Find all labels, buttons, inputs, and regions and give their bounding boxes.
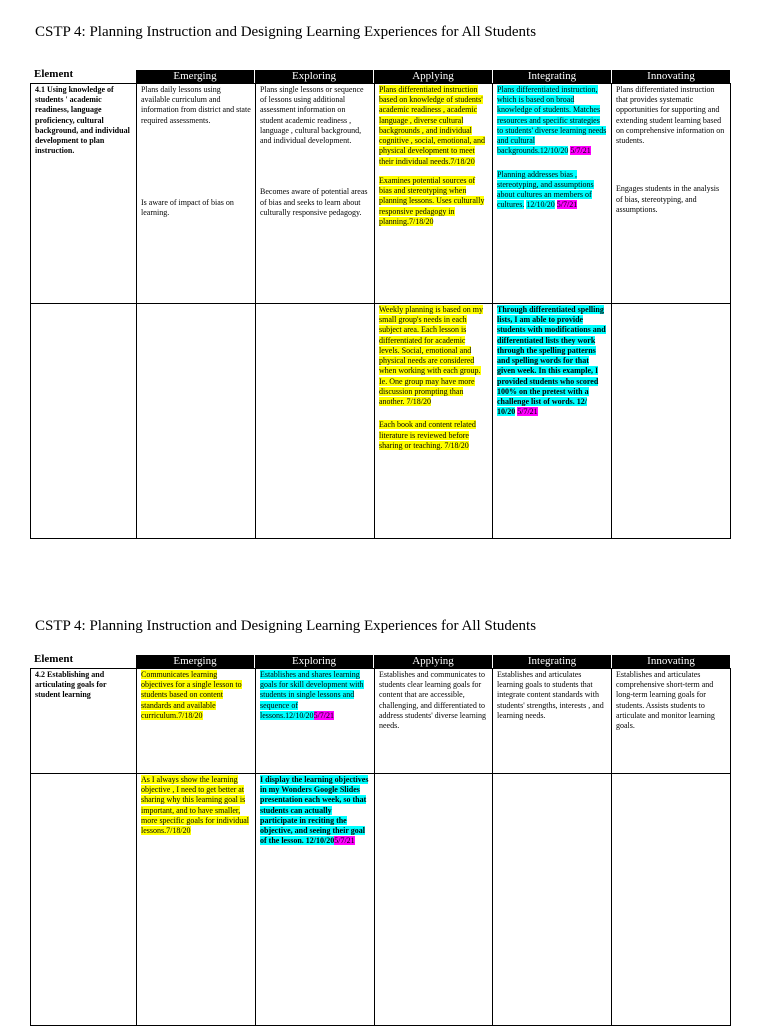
element-cell: 4.2 Establishing and articulating goals for student learning — [31, 669, 137, 774]
level-emerging: Emerging — [173, 70, 217, 82]
element-cell-empty — [31, 774, 137, 1026]
section1-title: CSTP 4: Planning Instruction and Designing Learning Experiences for All Students — [35, 24, 537, 40]
section2-title: CSTP 4: Planning Instruction and Designing Learning Experiences for All Students — [35, 618, 537, 634]
element-header: Element — [34, 653, 74, 665]
evidence-highlight: Planning addresses bias , stereotyping, and assumptions about cultures an members of cultures. — [497, 169, 594, 210]
level-innovating: Innovating — [611, 655, 730, 668]
cell-applying — [375, 84, 493, 304]
element-header: Element — [34, 68, 74, 80]
level-innovating: Innovating — [611, 70, 730, 83]
evidence-highlight: As I always show the learning objective , I need to get better at sharing why this learning goal is important, and to have smaller, more specific goals for individual lessons.7/18/20 — [141, 775, 249, 836]
table-row — [31, 669, 731, 774]
element-cell: 4.1 Using knowledge of students ' academic readiness, language proficiency, cultural background, and individual development to plan instruction. — [31, 84, 137, 304]
level-applying: Applying — [373, 70, 492, 83]
date-highlight: 5/7/21 — [313, 710, 335, 720]
levels-header-bar — [136, 655, 730, 668]
cell-integrating: Establishes and articulates learning goals to students that integrate content standards with students' strengths, interests , and learning needs. — [493, 669, 612, 774]
evidence-highlight: Examines potential sources of bias and stereotyping when planning lessons. Uses culturally responsive pedagogy in planning.7/18/20 — [379, 175, 485, 226]
cell-innovating: Plans differentiated instruction that provides systematic opportunities for supporting and extending student learning based on comprehensive information on students. Engages students in the analysis of bias, stereotyping, and assumptions. — [612, 84, 731, 304]
cell-applying: Establishes and communicates to students clear learning goals for content that are accessible, challenging, and differentiated to address students' diverse learning needs. — [375, 669, 493, 774]
section2-table — [30, 668, 731, 1026]
cell-integrating — [493, 84, 612, 304]
date-highlight: 5/7/21 — [334, 836, 355, 846]
cell-exploring — [256, 304, 375, 539]
evidence-highlight: Establishes and shares learning goals for skill development with students in single lessons and sequence of lessons.12/10/20 — [260, 670, 364, 720]
cell-applying — [375, 304, 493, 539]
section2-header — [30, 653, 730, 668]
section1-header — [30, 68, 730, 83]
date-highlight: 5/7/21 — [570, 146, 591, 156]
level-applying: Applying — [373, 655, 492, 668]
table-row — [31, 84, 731, 304]
date-highlight: 12/10/20 — [526, 200, 555, 210]
table-row — [31, 774, 731, 1026]
cell-exploring: Plans single lessons or sequence of lessons using additional assessment information on student academic readiness , language , cultural background, and individual development. Becomes aware of potential areas of bias and seeks to learn about culturally responsive pedagogy. — [256, 84, 375, 304]
cell-emerging — [137, 669, 256, 774]
section2-rubric — [30, 653, 730, 1026]
element-cell-empty — [31, 304, 137, 539]
level-exploring: Exploring — [254, 655, 373, 668]
cell-emerging — [137, 774, 256, 1026]
levels-header-bar — [136, 70, 730, 83]
cell-integrating — [493, 304, 612, 539]
cell-innovating — [612, 304, 731, 539]
section1-table — [30, 83, 731, 539]
cell-emerging — [137, 304, 256, 539]
evidence-highlight: Plans differentiated instruction, which is based on broad knowledge of students. Matches resources and specific strategies to students' diverse learning needs and cultural backgrounds.12/10/20 — [497, 85, 607, 156]
cell-integrating — [493, 774, 612, 1026]
cell-applying — [375, 774, 493, 1026]
evidence-highlight: Each book and content related literature is reviewed before sharing or teaching. 7/18/20 — [379, 420, 476, 450]
level-emerging: Emerging — [173, 655, 217, 667]
evidence-highlight: Plans differentiated instruction based on knowledge of students' academic readiness , academic language , diverse cultural backgrounds , and individual cognitive , social, emotional, and physical development to meet their individual needs.7/18/20 — [379, 85, 485, 166]
cell-exploring — [256, 669, 375, 774]
cell-exploring — [256, 774, 375, 1026]
evidence-highlight: Communicates learning objectives for a single lesson to students based on content standards and available curriculum.7/18/20 — [141, 670, 242, 720]
date-highlight: 5/7/21 — [556, 200, 578, 210]
cell-innovating — [612, 774, 731, 1026]
level-integrating: Integrating — [492, 655, 611, 668]
date-highlight: 5/7/21 — [517, 407, 538, 417]
cell-emerging: Plans daily lessons using available curriculum and information from district and state required assessments. Is aware of impact of bias on learning. — [137, 84, 256, 304]
level-exploring: Exploring — [254, 70, 373, 83]
evidence-highlight: I display the learning objectives in my Wonders Google Slides presentation each week, so that students can actually participate in reciting the objective, and seeing their goal of the lesson. 12/10/20 — [260, 775, 369, 846]
table-row — [31, 304, 731, 539]
level-integrating: Integrating — [492, 70, 611, 83]
section1-rubric — [30, 68, 730, 539]
evidence-highlight: Weekly planning is based on my small group's needs in each subject area. Each lesson is differentiated for academic levels. Social, emotional and physical needs are considered when working with each group. Ie. One group may have more discussion prompting than another. 7/18/20 — [379, 305, 484, 407]
evidence-highlight: Through differentiated spelling lists, I am able to provide students with modifications and differentiated lists they work through the spelling patterns and spelling words for that given week. In this example, I provided students who scored 100% on the pretest with a challenge list of words. 12/ 10/20 — [497, 305, 606, 417]
cell-innovating: Establishes and articulates comprehensive short-term and long-term learning goals for students. Assists students to articulate and monitor learning goals. — [612, 669, 731, 774]
